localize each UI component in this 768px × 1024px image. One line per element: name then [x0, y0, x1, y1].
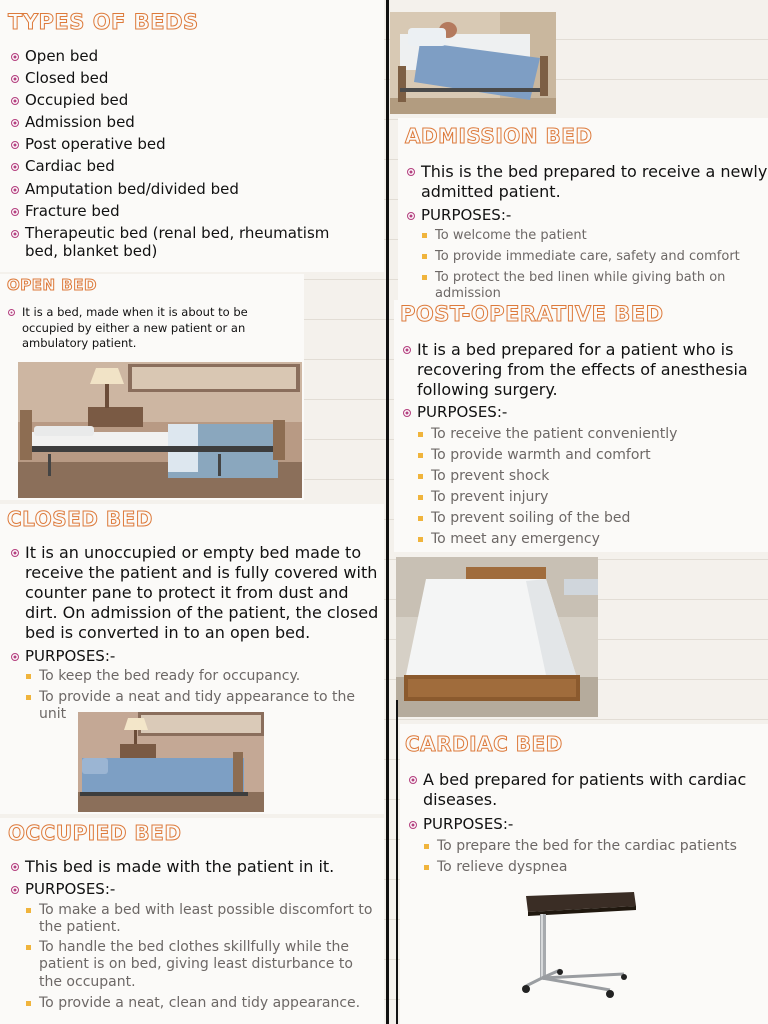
admission-bed-purposes-label: PURPOSES:-: [406, 206, 511, 224]
overbed-table-photo: [520, 886, 644, 1010]
cardiac-bed-description: A bed prepared for patients with cardiac diseases.: [408, 770, 766, 810]
closed-bed-photo: [78, 712, 264, 812]
postop-bed-purposes-label: PURPOSES:-: [402, 403, 507, 421]
cardiac-bed-section: [400, 724, 768, 1024]
postop-bed-description: It is a bed prepared for a patient who is recovering from the effects of anesthesia following surgery.: [402, 340, 764, 400]
postop-bed-purpose: To prevent shock: [418, 468, 764, 485]
type-item: Open bed: [10, 47, 370, 65]
type-item: Post operative bed: [10, 135, 370, 153]
column-divider: [386, 0, 389, 1024]
postop-bed-purpose: To prevent soiling of the bed: [418, 510, 764, 527]
open-bed-photo: [18, 362, 302, 498]
closed-bed-section: [0, 504, 384, 814]
occupied-bed-purpose: To handle the bed clothes skillfully while the patient is on bed, giving least disturbance to the occupant.: [26, 939, 378, 991]
postop-bed-purpose: To meet any emergency: [418, 531, 764, 548]
open-bed-title: OPEN BED: [7, 276, 97, 294]
admission-bed-title: ADMISSION BED: [405, 124, 593, 148]
occupied-bed-purposes-label: PURPOSES:-: [10, 880, 115, 898]
closed-bed-description: It is an unoccupied or empty bed made to receive the patient and is fully covered with counter pane to protect it from dust and dirt. On admission of the patient, the closed bed is converted in to an open bed.: [10, 543, 382, 643]
postop-bed-purpose: To receive the patient conveniently: [418, 426, 764, 443]
closed-bed-purpose: To provide a neat and tidy appearance to the unit: [26, 689, 366, 724]
admission-bed-purpose: To welcome the patient: [422, 228, 768, 244]
cardiac-bed-purpose: To prepare the bed for the cardiac patients: [424, 838, 764, 855]
closed-bed-purposes-label: PURPOSES:-: [10, 647, 115, 665]
open-bed-section: [0, 274, 304, 500]
admission-bed-purpose: To provide immediate care, safety and comfort: [422, 249, 768, 265]
type-item: Cardiac bed: [10, 157, 370, 175]
cardiac-bed-purpose: To relieve dyspnea: [424, 859, 764, 876]
type-item: Fracture bed: [10, 202, 370, 220]
cardiac-bed-title: CARDIAC BED: [405, 732, 563, 756]
occupied-bed-purpose: To make a bed with least possible discomfort to the patient.: [26, 902, 378, 937]
type-item: Closed bed: [10, 69, 370, 87]
postop-bed-title: POST-OPERATIVE BED: [400, 302, 664, 326]
column-divider-lower: [396, 700, 398, 1024]
postop-bed-purpose: To provide warmth and comfort: [418, 447, 764, 464]
occupied-bed-section: [0, 818, 384, 1024]
open-bed-description: It is a bed, made when it is about to be occupied by either a new patient or an ambulatory patient.: [7, 305, 277, 352]
admission-bed-description: This is the bed prepared to receive a newly admitted patient.: [406, 162, 768, 201]
occupied-bed-description: This bed is made with the patient in it.: [10, 857, 380, 877]
postop-bed-section: [394, 300, 768, 552]
closed-bed-title: CLOSED BED: [7, 507, 153, 531]
type-item: Admission bed: [10, 113, 370, 131]
admission-bed-purpose: To protect the bed linen while giving bath on admission: [422, 270, 752, 300]
type-item: Amputation bed/divided bed: [10, 180, 370, 198]
admission-bed-section: [398, 118, 768, 300]
types-of-beds-section: [0, 0, 384, 272]
occupied-bed-title: OCCUPIED BED: [8, 821, 182, 845]
type-item: Therapeutic bed (renal bed, rheumatism bed, blanket bed): [10, 224, 335, 261]
postop-bed-purpose: To prevent injury: [418, 489, 764, 506]
cardiac-bed-purposes-label: PURPOSES:-: [408, 815, 513, 833]
closed-bed-purpose: To keep the bed ready for occupancy.: [26, 668, 378, 685]
type-item: Occupied bed: [10, 91, 370, 109]
types-title: TYPES OF BEDS: [8, 10, 199, 34]
occupied-bed-purpose: To provide a neat, clean and tidy appearance.: [26, 995, 378, 1012]
admission-bed-photo: [390, 12, 556, 114]
postop-bed-photo: [396, 557, 598, 717]
